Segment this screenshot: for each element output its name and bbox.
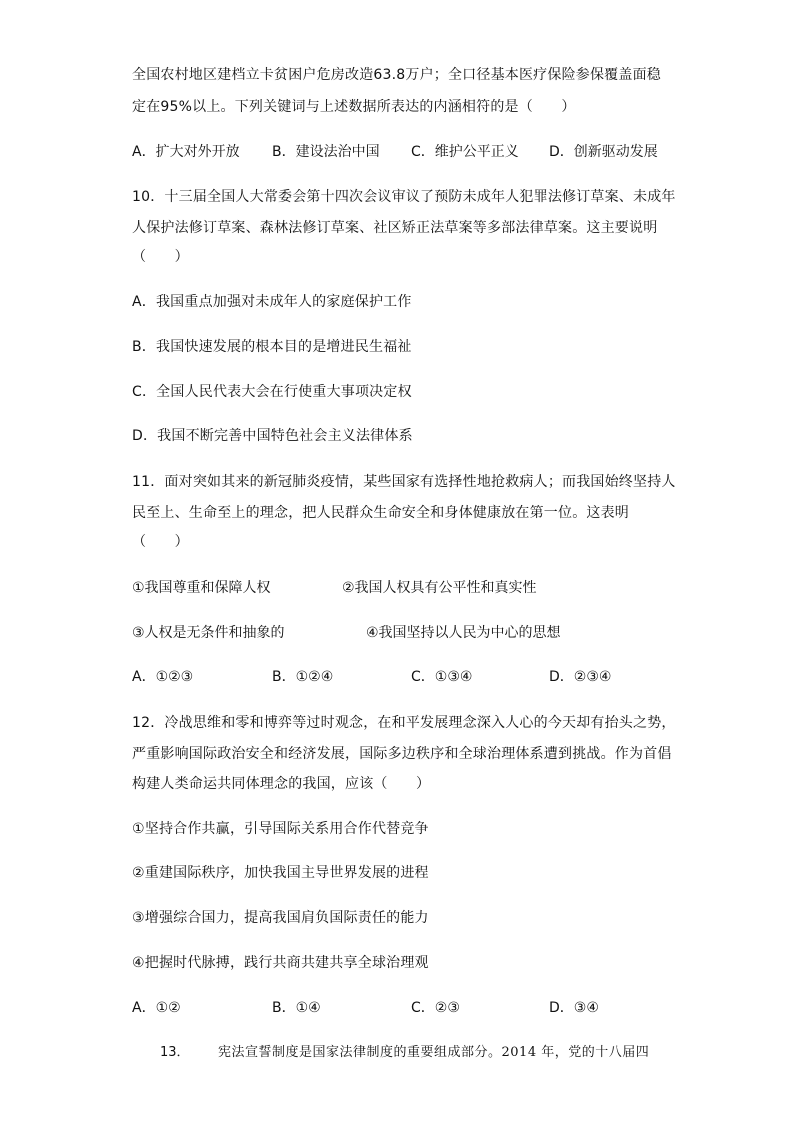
- q11-option-c: C．①③④: [411, 669, 473, 685]
- q13-number: 13．: [160, 1045, 190, 1060]
- q13-line-1: 宪法宣誓制度是国家法律制度的重要组成部分。2014 年，党的十八届四: [218, 1045, 650, 1060]
- q10-option-d: D．我国不断完善中国特色社会主义法律体系: [132, 428, 413, 444]
- q12-item-4: ④把握时代脉搏，践行共商共建共享全球治理观: [132, 955, 429, 971]
- q9-option-c: C．维护公平正义: [411, 144, 519, 160]
- q9-option-b: B．建设法治中国: [272, 144, 380, 160]
- q11-option-b: B．①②④: [272, 669, 334, 685]
- q12-item-3: ③增强综合国力，提高我国肩负国际责任的能力: [132, 910, 429, 926]
- q10-line-1: 10．十三届全国人大常委会第十四次会议审议了预防未成年人犯罪法修订草案、未成年: [132, 189, 676, 205]
- q11-item-4: ④我国坚持以人民为中心的思想: [366, 625, 561, 641]
- q9-option-d: D．创新驱动发展: [549, 144, 658, 160]
- q11-line-1: 11．面对突如其来的新冠肺炎疫情，某些国家有选择性地抢救病人；而我国始终坚持人: [132, 474, 676, 490]
- q12-line-1: 12．冷战思维和零和博弈等过时观念，在和平发展理念深入人心的今天却有抬头之势，: [132, 715, 676, 731]
- q12-line-2: 严重影响国际政治安全和经济发展，国际多边秩序和全球治理体系遭到挑战。作为首倡: [132, 746, 672, 762]
- q10-line-2: 人保护法修订草案、森林法修订草案、社区矫正法草案等多部法律草案。这主要说明: [132, 220, 658, 236]
- q11-line-3: （ ）: [132, 534, 189, 550]
- q12-line-3: 构建人类命运共同体理念的我国，应该（ ）: [132, 776, 431, 792]
- q10-option-b: B．我国快速发展的根本目的是增进民生福祉: [132, 339, 412, 355]
- q11-item-1: ①我国尊重和保障人权: [132, 580, 271, 596]
- q11-option-a: A．①②③: [132, 669, 194, 685]
- q10-line-3: （ ）: [132, 249, 189, 265]
- q12-item-1: ①坚持合作共赢，引导国际关系用合作代替竞争: [132, 821, 429, 837]
- q12-option-d: D．③④: [549, 1000, 599, 1016]
- q9-line-2: 定在95%以上。下列关键词与上述数据所表达的内涵相符的是（ ）: [132, 99, 576, 115]
- q11-line-2: 民至上、生命至上的理念，把人民群众生命安全和身体健康放在第一位。这表明: [132, 505, 629, 521]
- q10-option-c: C．全国人民代表大会在行使重大事项决定权: [132, 384, 412, 400]
- q12-item-2: ②重建国际秩序，加快我国主导世界发展的进程: [132, 865, 429, 881]
- q12-option-b: B．①④: [272, 1000, 321, 1016]
- q9-line-1: 全国农村地区建档立卡贫困户危房改造63.8万户；全口径基本医疗保险参保覆盖面稳: [132, 67, 661, 83]
- q9-option-a: A．扩大对外开放: [132, 144, 240, 160]
- q10-option-a: A．我国重点加强对未成年人的家庭保护工作: [132, 294, 412, 310]
- q12-option-c: C．②③: [411, 1000, 460, 1016]
- q12-option-a: A．①②: [132, 1000, 181, 1016]
- q11-option-d: D．②③④: [549, 669, 612, 685]
- q11-item-3: ③人权是无条件和抽象的: [132, 625, 285, 641]
- q11-item-2: ②我国人权具有公平性和真实性: [342, 580, 537, 596]
